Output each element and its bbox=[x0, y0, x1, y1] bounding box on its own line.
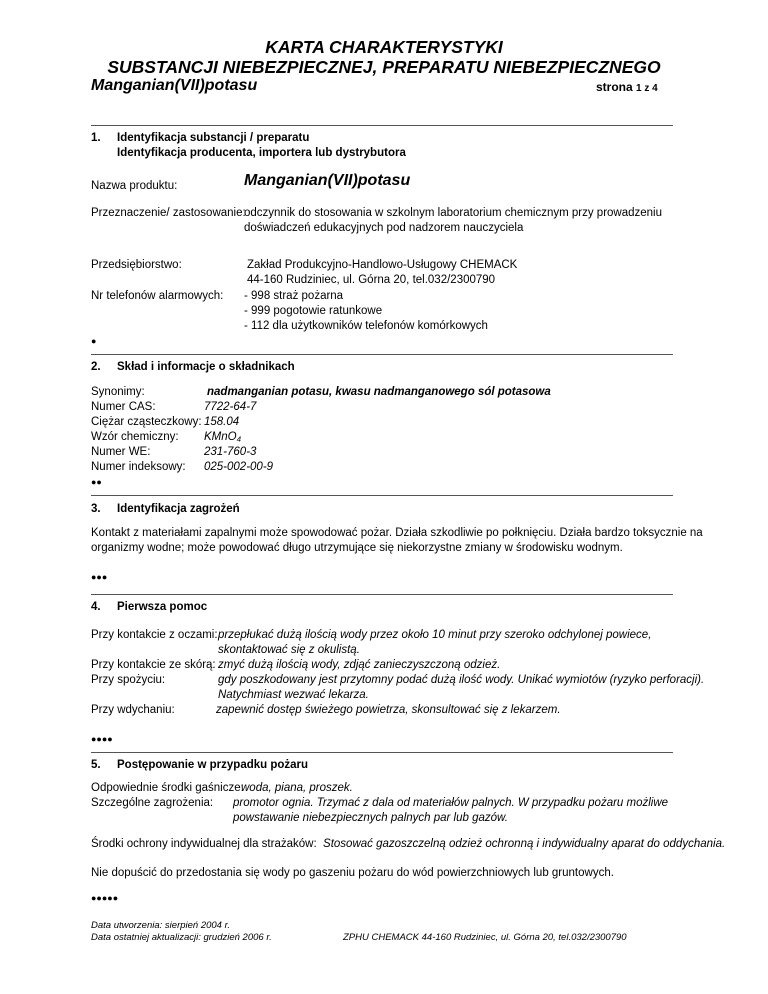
phones-label: Nr telefonów alarmowych: bbox=[91, 290, 224, 302]
document-title-line2: SUBSTANCJI NIEBEZPIECZNEJ, PREPARATU NIEBEZPIECZNEGO bbox=[107, 57, 661, 77]
product-name-value: Manganian(VII)potasu bbox=[244, 172, 411, 189]
index-number-label: Numer indeksowy: bbox=[91, 461, 186, 473]
swallow-line-1: gdy poszkodowany jest przytomny podać dużą ilość wody. Unikać wymiotów (ryzyko perforacji). bbox=[218, 674, 705, 686]
section-1-subtitle: Identyfikacja producenta, importera lub dystrybutora bbox=[117, 147, 406, 159]
ec-number-label: Numer WE: bbox=[91, 446, 151, 458]
cas-value: 7722-64-7 bbox=[204, 401, 257, 413]
hazards-line-1: Kontakt z materiałami zapalnymi może spowodować pożar. Działa szkodliwie po połknięciu. Działa bardzo toksycznie na bbox=[91, 527, 703, 539]
molecular-weight-value: 158.04 bbox=[204, 416, 240, 428]
special-hazards-line-1: promotor ognia. Trzymać z dala od materiałów palnych. W przypadku pożaru możliwe bbox=[233, 797, 669, 809]
divider bbox=[91, 752, 673, 753]
divider bbox=[91, 125, 673, 126]
phone-ambulance: - 999 pogotowie ratunkowe bbox=[244, 305, 383, 317]
divider bbox=[91, 354, 673, 355]
section-4-heading bbox=[91, 599, 207, 615]
skin-label: Przy kontakcie ze skórą: bbox=[91, 659, 216, 671]
section-1-end-marker: ● bbox=[91, 336, 97, 346]
section-1-number: 1. bbox=[91, 132, 101, 144]
document-title-line1: KARTA CHARAKTERYSTYKI bbox=[265, 37, 503, 57]
inhale-value: zapewnić dostęp świeżego powietrza, skonsultować się z lekarzem. bbox=[216, 704, 561, 716]
section-5-heading bbox=[91, 757, 308, 773]
phone-fire: - 998 straż pożarna bbox=[244, 290, 344, 302]
purpose-line-1: odczynnik do stosowania w szkolnym laboratorium chemicznym przy prowadzeniu bbox=[244, 207, 663, 219]
special-hazards-label: Szczególne zagrożenia: bbox=[91, 797, 214, 809]
company-line-1: Zakład Produkcyjno-Handlowo-Usługowy CHEMACK bbox=[247, 259, 518, 271]
page-number bbox=[596, 80, 658, 94]
phone-mobile: - 112 dla użytkowników telefonów komórkowych bbox=[244, 320, 488, 332]
section-4-end-marker: ●●●● bbox=[91, 734, 113, 744]
extinguishing-media-label: Odpowiednie środki gaśnicze: bbox=[91, 782, 244, 794]
footer-updated-date: Data ostatniej aktualizacji: grudzień 2006 r. bbox=[91, 932, 272, 943]
swallow-label: Przy spożyciu: bbox=[91, 674, 166, 686]
extinguishing-media-value: woda, piana, proszek. bbox=[241, 782, 353, 794]
section-5-number: 5. bbox=[91, 759, 101, 771]
section-2-heading bbox=[91, 359, 295, 375]
section-4-number: 4. bbox=[91, 601, 101, 613]
product-name-label: Nazwa produktu: bbox=[91, 180, 178, 192]
section-4-title: Pierwsza pomoc bbox=[117, 601, 208, 613]
divider bbox=[91, 495, 673, 496]
section-2-title: Skład i informacje o składnikach bbox=[117, 361, 295, 373]
firefighter-ppe bbox=[91, 837, 725, 852]
skin-value: zmyć dużą ilością wody, zdjąć zanieczyszczoną odzież. bbox=[218, 659, 501, 671]
eyes-label: Przy kontakcie z oczami: bbox=[91, 629, 218, 641]
section-2-end-marker: ●● bbox=[91, 477, 102, 487]
water-runoff-note: Nie dopuścić do przedostania się wody po gaszeniu pożaru do wód powierzchniowych lub gruntowych. bbox=[91, 867, 614, 879]
section-3-heading bbox=[91, 501, 240, 517]
section-1-heading bbox=[91, 130, 309, 146]
formula-value: KMnO₄ bbox=[204, 431, 242, 443]
swallow-line-2: Natychmiast wezwać lekarza. bbox=[218, 689, 369, 701]
company-line-2: 44-160 Rudziniec, ul. Górna 20, tel.032/2300790 bbox=[247, 274, 496, 286]
purpose-label: Przeznaczenie/ zastosowanie: bbox=[91, 207, 246, 219]
divider bbox=[91, 594, 673, 595]
synonyms-value: nadmanganian potasu, kwasu nadmanganowego sól potasowa bbox=[207, 386, 551, 398]
footer-created-date: Data utworzenia: sierpień 2004 r. bbox=[91, 920, 231, 931]
page-detail: 1 z 4 bbox=[636, 83, 658, 94]
purpose-line-2: doświadczeń edukacyjnych pod nadzorem nauczyciela bbox=[244, 222, 524, 234]
index-number-value: 025-002-00-9 bbox=[204, 461, 274, 473]
section-1-title: Identyfikacja substancji / preparatu bbox=[117, 132, 310, 144]
header-product-name: Manganian(VII)potasu bbox=[91, 77, 258, 94]
formula-label: Wzór chemiczny: bbox=[91, 431, 179, 443]
section-5-end-marker: ●●●●● bbox=[91, 893, 119, 903]
company-label: Przedsiębiorstwo: bbox=[91, 259, 182, 271]
section-3-end-marker: ●●● bbox=[91, 572, 108, 582]
firefighter-ppe-value: Stosować gazoszczelną odzież ochronną i indywidualny aparat do oddychania. bbox=[323, 838, 726, 850]
firefighter-ppe-label: Środki ochrony indywidualnej dla strażaków: bbox=[91, 838, 317, 850]
eyes-line-1: przepłukać dużą ilością wody przez około 10 minut przy szeroko odchylonej powiece, bbox=[218, 629, 652, 641]
hazards-line-2: organizmy wodne; może powodować długo utrzymujące się niekorzystne zmiany w środowisku wodnym. bbox=[91, 542, 623, 554]
molecular-weight-label: Ciężar cząsteczkowy: bbox=[91, 416, 202, 428]
footer-company: ZPHU CHEMACK 44-160 Rudziniec, ul. Górna 20, tel.032/2300790 bbox=[343, 932, 627, 943]
synonyms-label: Synonimy: bbox=[91, 386, 145, 398]
cas-label: Numer CAS: bbox=[91, 401, 156, 413]
special-hazards-line-2: powstawanie niebezpiecznych palnych par lub gazów. bbox=[233, 812, 508, 824]
section-3-number: 3. bbox=[91, 503, 101, 515]
eyes-line-2: skontaktować się z okulistą. bbox=[218, 644, 360, 656]
ec-number-value: 231-760-3 bbox=[204, 446, 257, 458]
section-2-number: 2. bbox=[91, 361, 101, 373]
page-label: strona bbox=[596, 80, 633, 94]
section-3-title: Identyfikacja zagrożeń bbox=[117, 503, 240, 515]
section-5-title: Postępowanie w przypadku pożaru bbox=[117, 759, 309, 771]
inhale-label: Przy wdychaniu: bbox=[91, 704, 175, 716]
